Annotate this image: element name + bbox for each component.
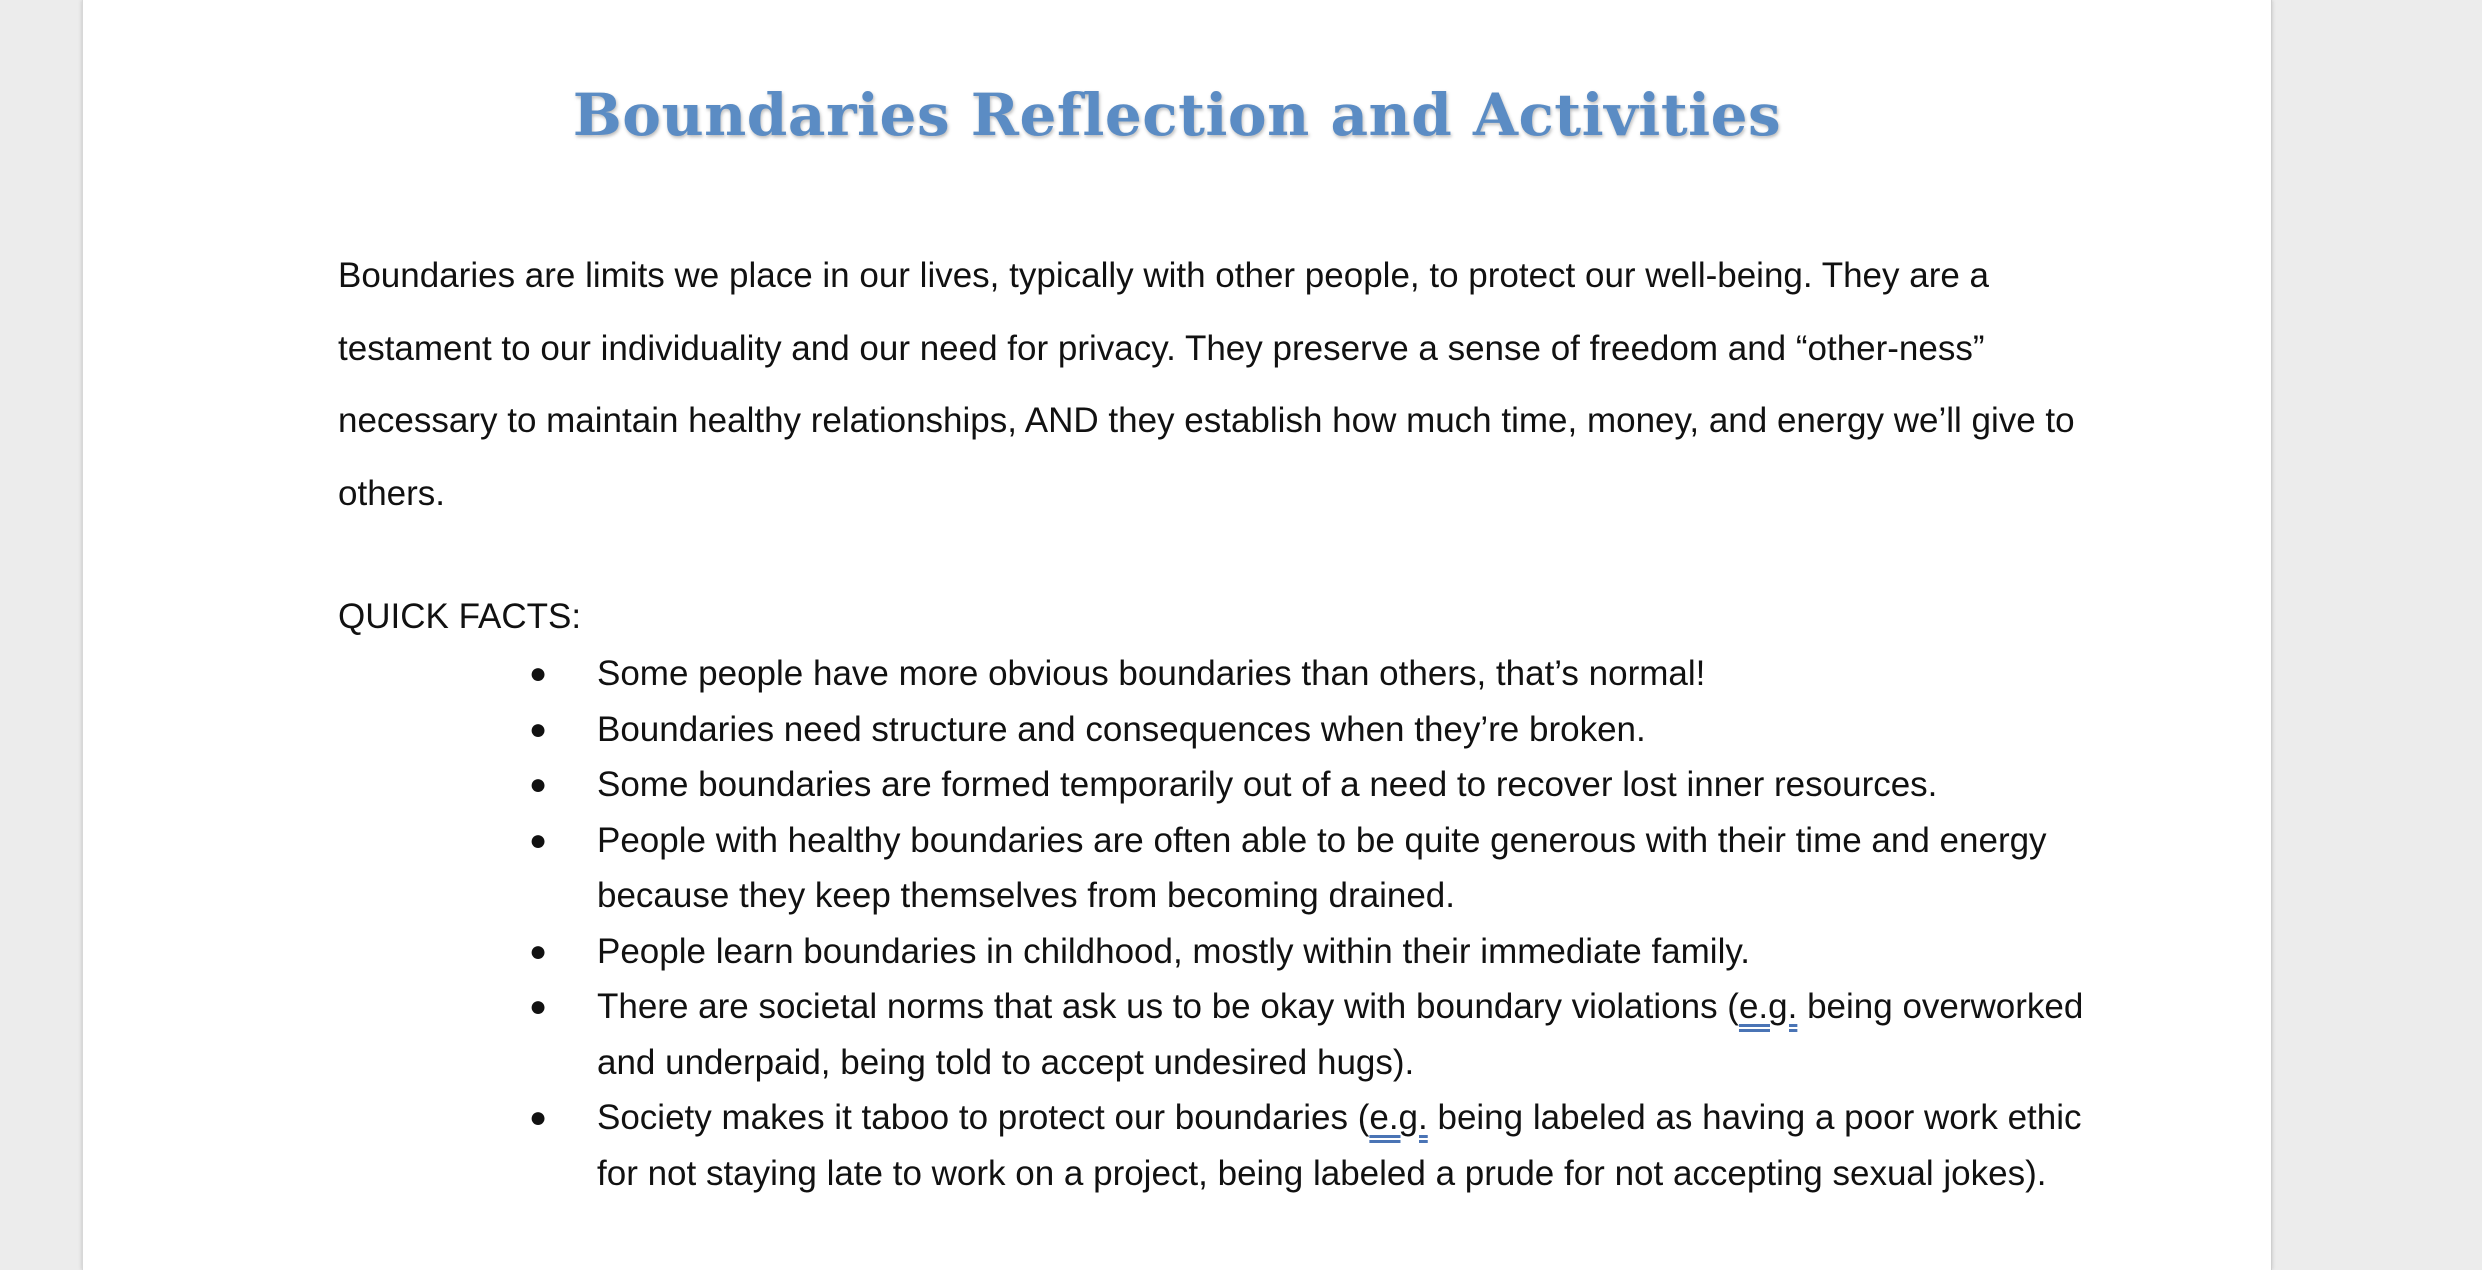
spelling-flag-abbreviation[interactable]: e.g. <box>1738 987 1798 1026</box>
fact-text <box>597 1098 2082 1193</box>
fact-text <box>597 987 2083 1082</box>
bullet-icon: ● <box>529 823 548 857</box>
bullet-icon: ● <box>529 657 548 690</box>
intro-paragraph: Boundaries are limits we place in our lives, typically with other people, to protect our well-being. They are a testament to our individuality and our need for privacy. They preserve a sense of freedom and “other-ness” necessary to maintain healthy relationships, AND they establish how much time, money, and energy we’ll give to others. <box>338 256 2075 513</box>
fact-item <box>529 813 2097 924</box>
fact-item <box>529 702 2097 758</box>
bullet-icon: ● <box>529 990 548 1023</box>
document-page[interactable] <box>82 0 2272 1270</box>
document-title: Boundaries Reflection and Activities <box>572 81 1782 149</box>
fact-text-before: Society makes it taboo to protect our boundaries ( <box>597 1098 1370 1137</box>
bullet-icon: ● <box>529 1101 548 1134</box>
fact-item <box>529 924 2097 980</box>
fact-text-before: There are societal norms that ask us to be okay with boundary violations ( <box>597 987 1739 1026</box>
bullet-icon: ● <box>529 712 548 746</box>
quick-facts-heading: QUICK FACTS: <box>338 597 582 636</box>
fact-text: Boundaries need structure and consequences when they’re broken. <box>597 709 1646 749</box>
fact-text: Some boundaries are formed temporarily out of a need to recover lost inner resources. <box>597 765 1938 804</box>
fact-text: People with healthy boundaries are often able to be quite generous with their time and energy because they keep themselves from becoming drained. <box>597 820 2047 915</box>
fact-item <box>529 1090 2097 1201</box>
fact-item <box>529 979 2097 1090</box>
bullet-icon: ● <box>529 934 548 968</box>
fact-item <box>529 646 2097 702</box>
fact-text-after: being overworked and underpaid, being told to accept undesired hugs). <box>597 987 2084 1082</box>
fact-item <box>529 757 2097 813</box>
quick-facts-list <box>529 646 2097 1201</box>
fact-text: Some people have more obvious boundaries than others, that’s normal! <box>597 654 1706 693</box>
spelling-flag-abbreviation[interactable]: e.g. <box>1369 1098 1428 1137</box>
bullet-icon: ● <box>529 768 548 801</box>
fact-text: People learn boundaries in childhood, mostly within their immediate family. <box>597 931 1750 971</box>
fact-text-after: being labeled as having a poor work ethic for not staying late to work on a project, being labeled a prude for not accepting sexual jokes). <box>597 1098 2082 1193</box>
